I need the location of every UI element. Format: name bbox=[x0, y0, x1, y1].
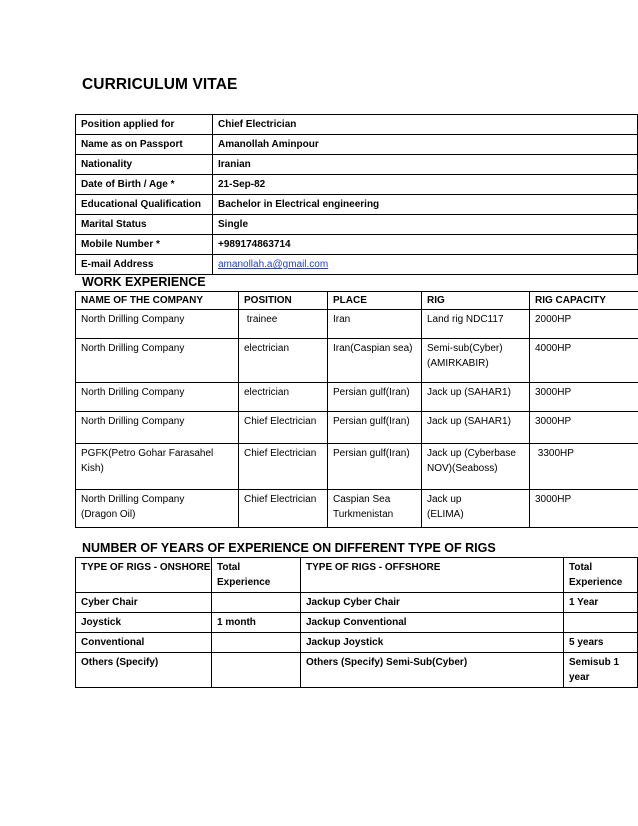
rig-capacity-cell: 4000HP bbox=[530, 339, 638, 383]
table-row bbox=[76, 412, 638, 444]
education-value: Bachelor in Electrical engineering bbox=[213, 195, 638, 215]
position-cell: Chief Electrician bbox=[239, 444, 328, 490]
company-cell: North Drilling Company (Dragon Oil) bbox=[76, 490, 239, 528]
onshore-experience-cell: 1 month bbox=[212, 613, 301, 633]
position-applied-value: Chief Electrician bbox=[213, 115, 638, 135]
nationality-value: Iranian bbox=[213, 155, 638, 175]
rig-experience-table bbox=[75, 557, 638, 688]
place-cell: Iran(Caspian sea) bbox=[328, 339, 422, 383]
mobile-number-value: +989174863714 bbox=[213, 235, 638, 255]
offshore-rig-cell: Others (Specify) Semi-Sub(Cyber) bbox=[301, 653, 564, 688]
column-header-place: PLACE bbox=[328, 292, 422, 310]
table-row bbox=[76, 444, 638, 490]
table-row bbox=[76, 339, 638, 383]
table-row bbox=[76, 653, 638, 688]
onshore-experience-cell bbox=[212, 633, 301, 653]
place-cell: Persian gulf(Iran) bbox=[328, 412, 422, 444]
column-header-onshore-experience: Total Experience bbox=[212, 558, 301, 593]
document-title: CURRICULUM VITAE bbox=[82, 76, 238, 93]
table-row bbox=[76, 115, 638, 135]
table-header-row bbox=[76, 292, 638, 310]
column-header-rig-capacity: RIG CAPACITY bbox=[530, 292, 638, 310]
education-label: Educational Qualification bbox=[76, 195, 213, 215]
rig-experience-heading: NUMBER OF YEARS OF EXPERIENCE ON DIFFERENT TYPE OF RIGS bbox=[82, 541, 496, 555]
rig-capacity-cell: 3000HP bbox=[530, 412, 638, 444]
table-row bbox=[76, 175, 638, 195]
column-header-offshore-experience: Total Experience bbox=[564, 558, 638, 593]
table-row bbox=[76, 383, 638, 412]
position-cell: electrician bbox=[239, 383, 328, 412]
offshore-experience-cell: 1 Year bbox=[564, 593, 638, 613]
company-cell: North Drilling Company bbox=[76, 310, 239, 339]
onshore-rig-cell: Joystick bbox=[76, 613, 212, 633]
work-experience-table bbox=[75, 291, 638, 528]
table-row bbox=[76, 155, 638, 175]
rig-cell: Jack up (SAHAR1) bbox=[422, 412, 530, 444]
marital-status-value: Single bbox=[213, 215, 638, 235]
position-cell: electrician bbox=[239, 339, 328, 383]
table-row bbox=[76, 633, 638, 653]
offshore-rig-cell: Jackup Conventional bbox=[301, 613, 564, 633]
column-header-offshore: TYPE OF RIGS - OFFSHORE bbox=[301, 558, 564, 593]
onshore-rig-cell: Conventional bbox=[76, 633, 212, 653]
company-cell: North Drilling Company bbox=[76, 412, 239, 444]
work-experience-heading: WORK EXPERIENCE bbox=[82, 275, 206, 289]
onshore-experience-cell bbox=[212, 653, 301, 688]
rig-cell: Jack up (Cyberbase NOV)(Seaboss) bbox=[422, 444, 530, 490]
column-header-company: NAME OF THE COMPANY bbox=[76, 292, 239, 310]
offshore-rig-cell: Jackup Joystick bbox=[301, 633, 564, 653]
nationality-label: Nationality bbox=[76, 155, 213, 175]
place-cell: Persian gulf(Iran) bbox=[328, 383, 422, 412]
rig-cell: Jack up (SAHAR1) bbox=[422, 383, 530, 412]
company-cell: North Drilling Company bbox=[76, 339, 239, 383]
company-cell: North Drilling Company bbox=[76, 383, 239, 412]
email-value bbox=[213, 255, 638, 275]
place-cell: Iran bbox=[328, 310, 422, 339]
marital-status-label: Marital Status bbox=[76, 215, 213, 235]
table-row bbox=[76, 215, 638, 235]
table-row bbox=[76, 235, 638, 255]
birth-date-value: 21-Sep-82 bbox=[213, 175, 638, 195]
offshore-experience-cell: 5 years bbox=[564, 633, 638, 653]
rig-capacity-cell: 3000HP bbox=[530, 490, 638, 528]
table-header-row bbox=[76, 558, 638, 593]
rig-cell: Land rig NDC117 bbox=[422, 310, 530, 339]
position-cell: Chief Electrician bbox=[239, 412, 328, 444]
rig-capacity-cell: 3300HP bbox=[530, 444, 638, 490]
table-row bbox=[76, 490, 638, 528]
position-cell: trainee bbox=[239, 310, 328, 339]
email-link[interactable]: amanollah.a@gmail.com bbox=[218, 259, 329, 270]
company-cell: PGFK(Petro Gohar Farasahel Kish) bbox=[76, 444, 239, 490]
position-cell: Chief Electrician bbox=[239, 490, 328, 528]
table-row bbox=[76, 255, 638, 275]
place-cell: Persian gulf(Iran) bbox=[328, 444, 422, 490]
table-row bbox=[76, 135, 638, 155]
onshore-experience-cell bbox=[212, 593, 301, 613]
onshore-rig-cell: Others (Specify) bbox=[76, 653, 212, 688]
rig-cell: Semi-sub(Cyber) (AMIRKABIR) bbox=[422, 339, 530, 383]
onshore-rig-cell: Cyber Chair bbox=[76, 593, 212, 613]
position-applied-label: Position applied for bbox=[76, 115, 213, 135]
offshore-experience-cell: Semisub 1 year bbox=[564, 653, 638, 688]
rig-capacity-cell: 3000HP bbox=[530, 383, 638, 412]
offshore-experience-cell bbox=[564, 613, 638, 633]
table-row bbox=[76, 195, 638, 215]
passport-name-value: Amanollah Aminpour bbox=[213, 135, 638, 155]
passport-name-label: Name as on Passport bbox=[76, 135, 213, 155]
table-row bbox=[76, 613, 638, 633]
table-row bbox=[76, 310, 638, 339]
column-header-rig: RIG bbox=[422, 292, 530, 310]
column-header-position: POSITION bbox=[239, 292, 328, 310]
mobile-number-label: Mobile Number * bbox=[76, 235, 213, 255]
rig-cell: Jack up (ELIMA) bbox=[422, 490, 530, 528]
place-cell: Caspian Sea Turkmenistan bbox=[328, 490, 422, 528]
email-label: E-mail Address bbox=[76, 255, 213, 275]
rig-capacity-cell: 2000HP bbox=[530, 310, 638, 339]
offshore-rig-cell: Jackup Cyber Chair bbox=[301, 593, 564, 613]
table-row bbox=[76, 593, 638, 613]
personal-details-table bbox=[75, 114, 638, 275]
birth-date-label: Date of Birth / Age * bbox=[76, 175, 213, 195]
column-header-onshore: TYPE OF RIGS - ONSHORE bbox=[76, 558, 212, 593]
